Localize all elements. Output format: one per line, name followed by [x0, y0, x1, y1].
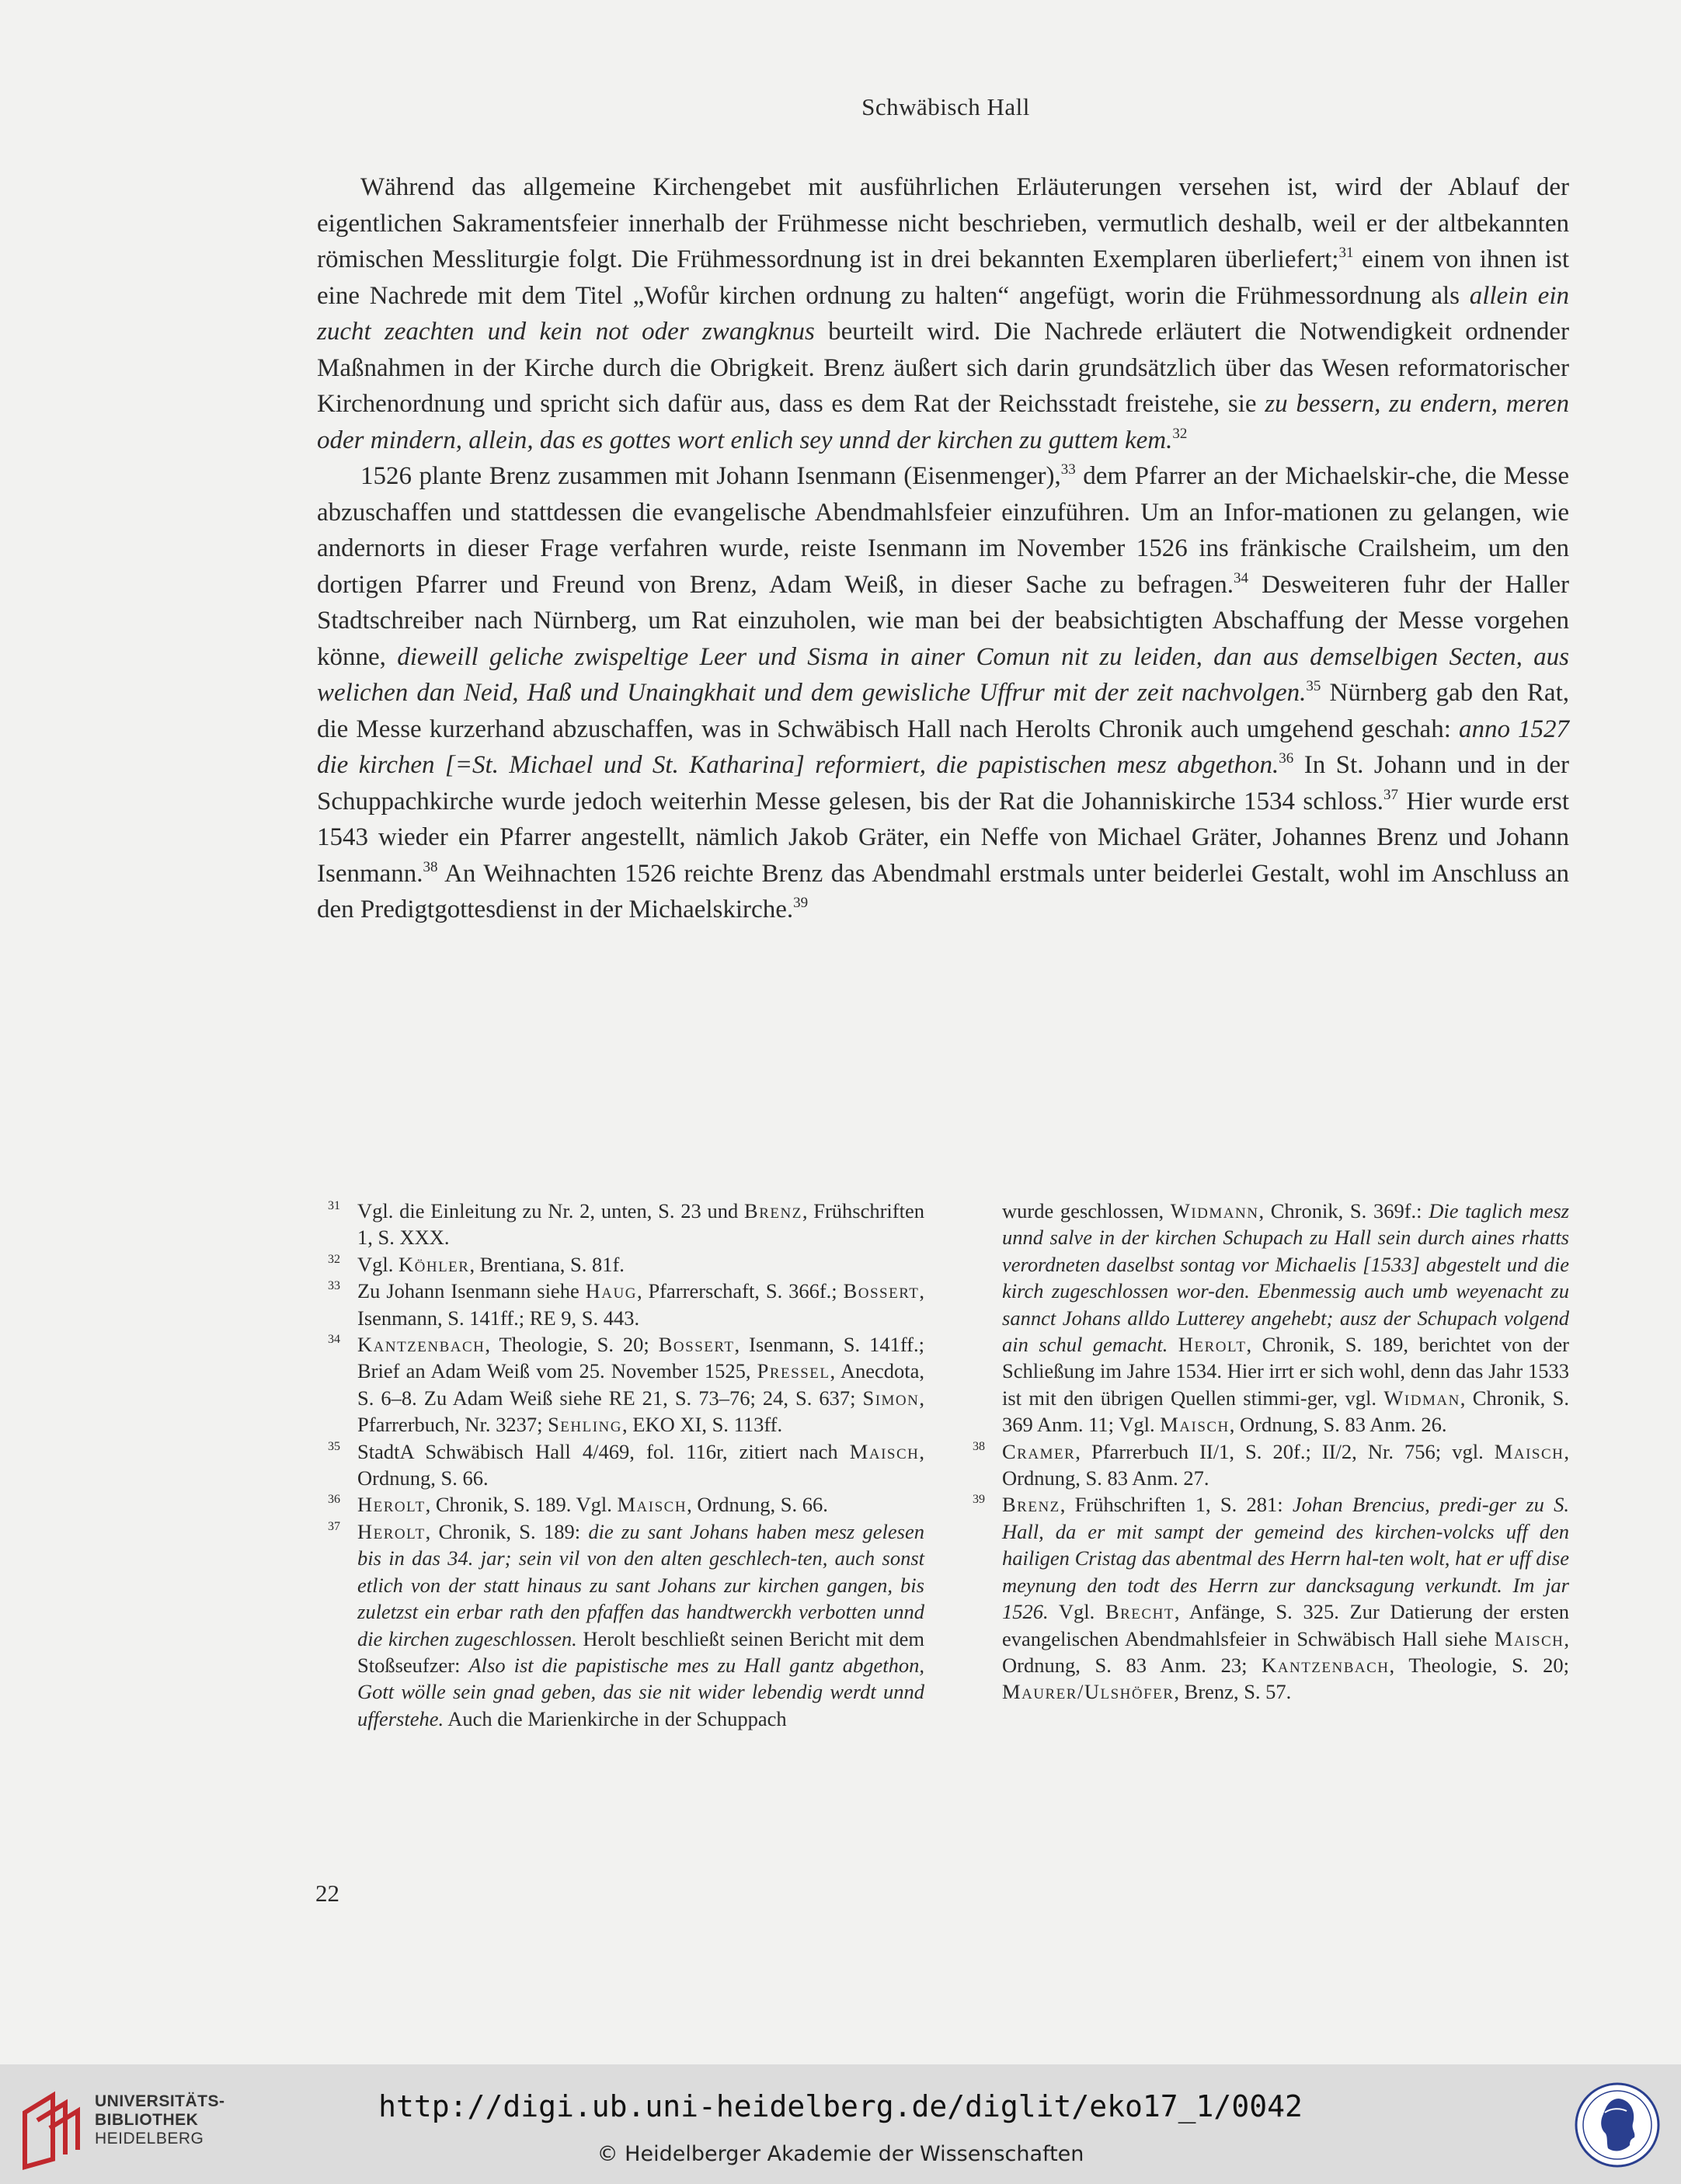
footnote-ref[interactable]: 38 — [423, 858, 438, 875]
footnote: 37 Herolt, Chronik, S. 189: die zu sant Johans haben mesz gelesen bis in das 34. jar; sein vil von den alten geschlech-ten, auch sonst etlich von der statt hinaus zu sant Johans zur kirchen gangen, bis zuletzst ein erbar rath den pfaffen das handtwerckh verbotten unnd die kirchen zugeschlossen. Herolt beschließt seinen Bericht mit dem Stoßseufzer: Also ist die papistische mes zu Hall gantz abgethon, Gott wölle sein gnad geben, das sie nit wider lebendig werdt unnd ufferstehe. Auch die Marienkirche in der Schuppach — [317, 1518, 924, 1732]
paragraph: 1526 plante Brenz zusammen mit Johann Isenmann (Eisenmenger),$^{33}$ dem Pfarrer an der Michaelskir-che, die Messe abzuschaffen und stattdessen die evangelische Abendmahlsfeier einzuführen. Um an Infor-mationen zu gelangen, wie andernorts in dieser Frage verfahren wurde, reiste Isenmann im November 1526 ins fränkische Crailsheim, um den dortigen Pfarrer und Freund von Brenz, Adam Weiß, in dieser Sache zu befragen.$^{34}$ Desweiteren fuhr der Haller Stadtschreiber nach Nürnberg, um Rat einzuholen, wie man bei der beabsichtigten Abschaffung der Messe vorgehen könne, dieweill geliche zwispeltige Leer und Sisma in ainer Comun nit zu leiden, dan aus demselbigen Secten, aus welichen dan Neid, Haß und Unaingkhait und dem gewisliche Uffrur mit der zeit nachvolgen.$^{35}$ Nürnberg gab den Rat, die Messe kurzerhand abzuschaffen, was in Schwäbisch Hall nach Herolts Chronik auch umgehend geschah: anno 1527 die kirchen [=St. Michael und St. Katharina] reformiert, die papistischen mesz abgethon.$^{36}$ In St. Johann und in der Schuppachkirche wurde jedoch weiterhin Messe gelesen, bis der Rat die Johanniskirche 1534 schloss.$^{37}$ Hier wurde erst 1543 wieder ein Pfarrer angestellt, nämlich Jakob Gräter, ein Neffe von Michael Gräter, Johannes Brenz und Johann Isenmann.$^{38}$ An Weihnachten 1526 reichte Brenz das Abendmahl erstmals unter beiderlei Gestalt, wohl im Anschluss an den Predigtgottesdienst in der Michaelskirche.$^{39}$ — [317, 461, 1570, 923]
footnote-number: 36 — [328, 1493, 340, 1507]
author-name: Widman — [1383, 1386, 1460, 1410]
running-head: Schwäbisch Hall — [861, 93, 1030, 120]
italic-quote: dieweill geliche zwispeltige Leer und Sisma in ainer Comun nit zu leiden, dan aus demselbigen Secten, aus welichen dan Neid, Haß und Unaingkhait und dem gewisliche Uffrur mit der zeit nachvolgen. — [317, 642, 1569, 707]
author-name: Kantzenbach — [1262, 1653, 1390, 1677]
footnote: 33 Zu Johann Isenmann siehe Haug, Pfarrerschaft, S. 366f.; Bossert, Isenmann, S. 141ff.; RE 9, S. 443. — [317, 1278, 924, 1331]
footnote-number: 38 — [973, 1439, 985, 1453]
author-name: Kantzenbach — [357, 1333, 486, 1357]
footnote-ref[interactable]: 31 — [1338, 245, 1354, 261]
footnote: 34 Kantzenbach, Theologie, S. 20; Bossert, Isenmann, S. 141ff.; Brief an Adam Weiß vom 25. November 1525, Pressel, Anecdota, S. 6–8. Zu Adam Weiß siehe RE 21, S. 73–76; 24, S. 637; Simon, Pfarrerbuch, Nr. 3237; Sehling, EKO XI, S. 113ff. — [317, 1331, 924, 1438]
author-name: Maisch — [617, 1493, 687, 1517]
footnote-ref[interactable]: 32 — [1172, 425, 1188, 442]
footnote: 32 Vgl. Köhler, Brentiana, S. 81f. — [317, 1251, 924, 1278]
footnote-ref[interactable]: 39 — [793, 895, 809, 911]
footnotes — [317, 1198, 1569, 1732]
author-name: Brecht — [1105, 1600, 1175, 1624]
footnote-number: 39 — [973, 1493, 985, 1507]
author-name: Simon — [862, 1386, 920, 1410]
author-name: Herolt — [357, 1493, 426, 1517]
footnote-ref[interactable]: 33 — [1060, 461, 1076, 478]
footnotes-left-column — [317, 1198, 924, 1732]
footnote-ref[interactable]: 35 — [1306, 678, 1321, 694]
body-text — [317, 169, 1569, 928]
footnote: wurde geschlossen, Widmann, Chronik, S. 369f.: Die taglich mesz unnd salve in der kirchen Schupach zu Hall sein durch aines rhatts verordneten daselbst sontag vor Michaelis [1533] abgestelt und die kirch zugeschlossen wor-den. Ebenmessig auch umb weyenacht zu sannct Johans alldo Lutterey angehebt; ausz der Schupach volgend ain schul gemacht. Herolt, Chronik, S. 189, berichtet von der Schließung im Jahre 1534. Hier irrt er sich wohl, denn das Jahr 1533 ist mit den übrigen Quellen stimmi-ger, vgl. Widman, Chronik, S. 369 Anm. 11; Vgl. Maisch, Ordnung, S. 83 Anm. 26. — [1002, 1199, 1570, 1437]
footnote-ref[interactable]: 37 — [1383, 786, 1399, 803]
author-name: Maisch — [1494, 1626, 1564, 1650]
footnote: 35 StadtA Schwäbisch Hall 4/469, fol. 116r, zitiert nach Maisch, Ordnung, S. 66. — [317, 1438, 924, 1492]
author-name: Herolt — [1178, 1333, 1247, 1357]
author-name: Köhler — [398, 1252, 470, 1276]
digital-url[interactable]: http://digi.ub.uni-heidelberg.de/diglit/eko17_1/0042 — [378, 2089, 1303, 2123]
footnote-number: 34 — [328, 1333, 340, 1347]
author-name: Bossert — [658, 1333, 735, 1357]
footnote-ref[interactable]: 36 — [1279, 750, 1294, 767]
author-name: Maisch — [1160, 1413, 1230, 1437]
author-name: Bossert — [843, 1279, 920, 1303]
author-name: Brenz — [744, 1199, 802, 1222]
footnote-number: 31 — [328, 1199, 340, 1212]
italic-quote: zu bessern, zu endern, meren oder mindern, allein, das es gottes wort enlich sey unnd der kirchen zu guttem kem. — [317, 390, 1569, 454]
page-number: 22 — [315, 1880, 339, 1907]
italic-quote: die zu sant Johans haben mesz gelesen bis in das 34. jar; sein vil von den alten geschlech-ten, auch sonst etlich von der statt hinaus zu sant Johans zur kirchen gangen, bis zuletzst ein erbar rath den pfaffen das handtwerckh verbotten unnd die kirchen zugeschlossen. — [357, 1519, 924, 1650]
library-name[interactable]: UNIVERSITÄTS- BIBLIOTHEK HEIDELBERG — [95, 2092, 225, 2147]
italic-quote: Johan Brencius, predi-ger zu S. Hall, da er mit sampt der gemeind des kirchen-volcks uff den hailigen Cristag das abentmal des Herrn hal-ten wolt, hat er uff dise meynung den todt des Herrn zur dancksagung verkundt. Im jar 1526. — [1002, 1493, 1569, 1624]
footnote: 39 Brenz, Frühschriften 1, S. 281: Johan Brencius, predi-ger zu S. Hall, da er mit sampt der gemeind des kirchen-volcks uff den hailigen Cristag das abentmal des Herrn hal-ten wolt, hat er uff dise meynung den todt des Herrn zur dancksagung verkundt. Im jar 1526. Vgl. Brecht, Anfänge, S. 325. Zur Datierung der ersten evangelischen Abendmahlsfeier in Schwäbisch Hall siehe Maisch, Ordnung, S. 83 Anm. 23; Kantzenbach, Theologie, S. 20; Maurer/Ulshöfer, Brenz, S. 57. — [962, 1491, 1569, 1705]
author-name: Maisch — [849, 1439, 920, 1463]
footnote-number: 32 — [328, 1252, 340, 1266]
copyright-notice: © Heidelberger Akademie der Wissenschaften — [597, 2142, 1084, 2166]
paragraph: Während das allgemeine Kirchengebet mit ausführlichen Erläuterungen versehen ist, wird der Ablauf der eigentlichen Sakramentsfeier innerhalb der Frühmesse nicht beschrieben, vermutlich deshalb, weil er der altbekannten römischen Messliturgie folgt. Die Frühmessordnung ist in drei bekannten Exemplaren überliefert;$^{31}$ einem von ihnen ist eine Nachrede mit dem Titel „Wofůr kirchen ordnung zu halten“ angefügt, worin die Frühmessordnung als allein ein zucht zeachten und kein not oder zwangknus beurteilt wird. Die Nachrede erläutert die Notwendigkeit ordnender Maßnahmen in der Kirche durch die Obrigkeit. Brenz äußert sich darin grundsätzlich über das Wesen reformatorischer Kirchenordnung und spricht sich dafür aus, dass es dem Rat der Reichsstadt freistehe, sie zu bessern, zu endern, meren oder mindern, allein, das es gottes wort enlich sey unnd der kirchen zu guttem kem.$^{32}$ — [317, 173, 1570, 454]
author-name: Pressel — [757, 1359, 830, 1383]
italic-quote: Also ist die papistische mes zu Hall gantz abgethon, Gott wölle sein gnad geben, das sie nit wider lebendig werdt unnd ufferstehe. — [357, 1653, 924, 1730]
italic-quote: Die taglich mesz unnd salve in der kirchen Schupach zu Hall sein durch aines rhatts verordneten daselbst sontag vor Michaelis [1533] abgestelt und die kirch zugeschlossen wor-den. Ebenmessig auch umb weyenacht zu sannct Johans alldo Lutterey angehebt; ausz der Schupach volgend ain schul gemacht. — [1002, 1199, 1569, 1357]
author-name: Haug — [585, 1279, 637, 1303]
italic-quote: anno 1527 die kirchen [=St. Michael und St. Katharina] reformiert, die papistischen mesz abgethon. — [317, 715, 1570, 779]
author-name: Sehling — [548, 1413, 623, 1437]
footnote-number: 37 — [328, 1519, 340, 1533]
heidelberg-seal-icon[interactable] — [1574, 2081, 1661, 2168]
footnote-number: 35 — [328, 1439, 340, 1453]
author-name: Cramer — [1002, 1439, 1076, 1463]
author-name: Herolt — [357, 1519, 426, 1543]
author-name: Maisch — [1494, 1439, 1564, 1463]
author-name: Brenz — [1002, 1493, 1060, 1517]
footnote-ref[interactable]: 34 — [1234, 569, 1248, 586]
italic-quote: allein ein zucht zeachten und kein not oder zwangknus — [317, 281, 1570, 346]
footnote: 31 Vgl. die Einleitung zu Nr. 2, unten, S. 23 und Brenz, Frühschriften 1, S. XXX. — [317, 1198, 924, 1251]
author-name: Maurer/Ulshöfer — [1002, 1680, 1175, 1704]
footnote: 36 Herolt, Chronik, S. 189. Vgl. Maisch, Ordnung, S. 66. — [317, 1491, 924, 1518]
footer-bar — [0, 2064, 1681, 2184]
footnote-number: 33 — [328, 1279, 340, 1293]
footnotes-right-column — [962, 1198, 1569, 1732]
author-name: Widmann — [1170, 1199, 1259, 1222]
footnote: 38 Cramer, Pfarrerbuch II/1, S. 20f.; II/2, Nr. 756; vgl. Maisch, Ordnung, S. 83 Anm. 27. — [962, 1438, 1569, 1492]
